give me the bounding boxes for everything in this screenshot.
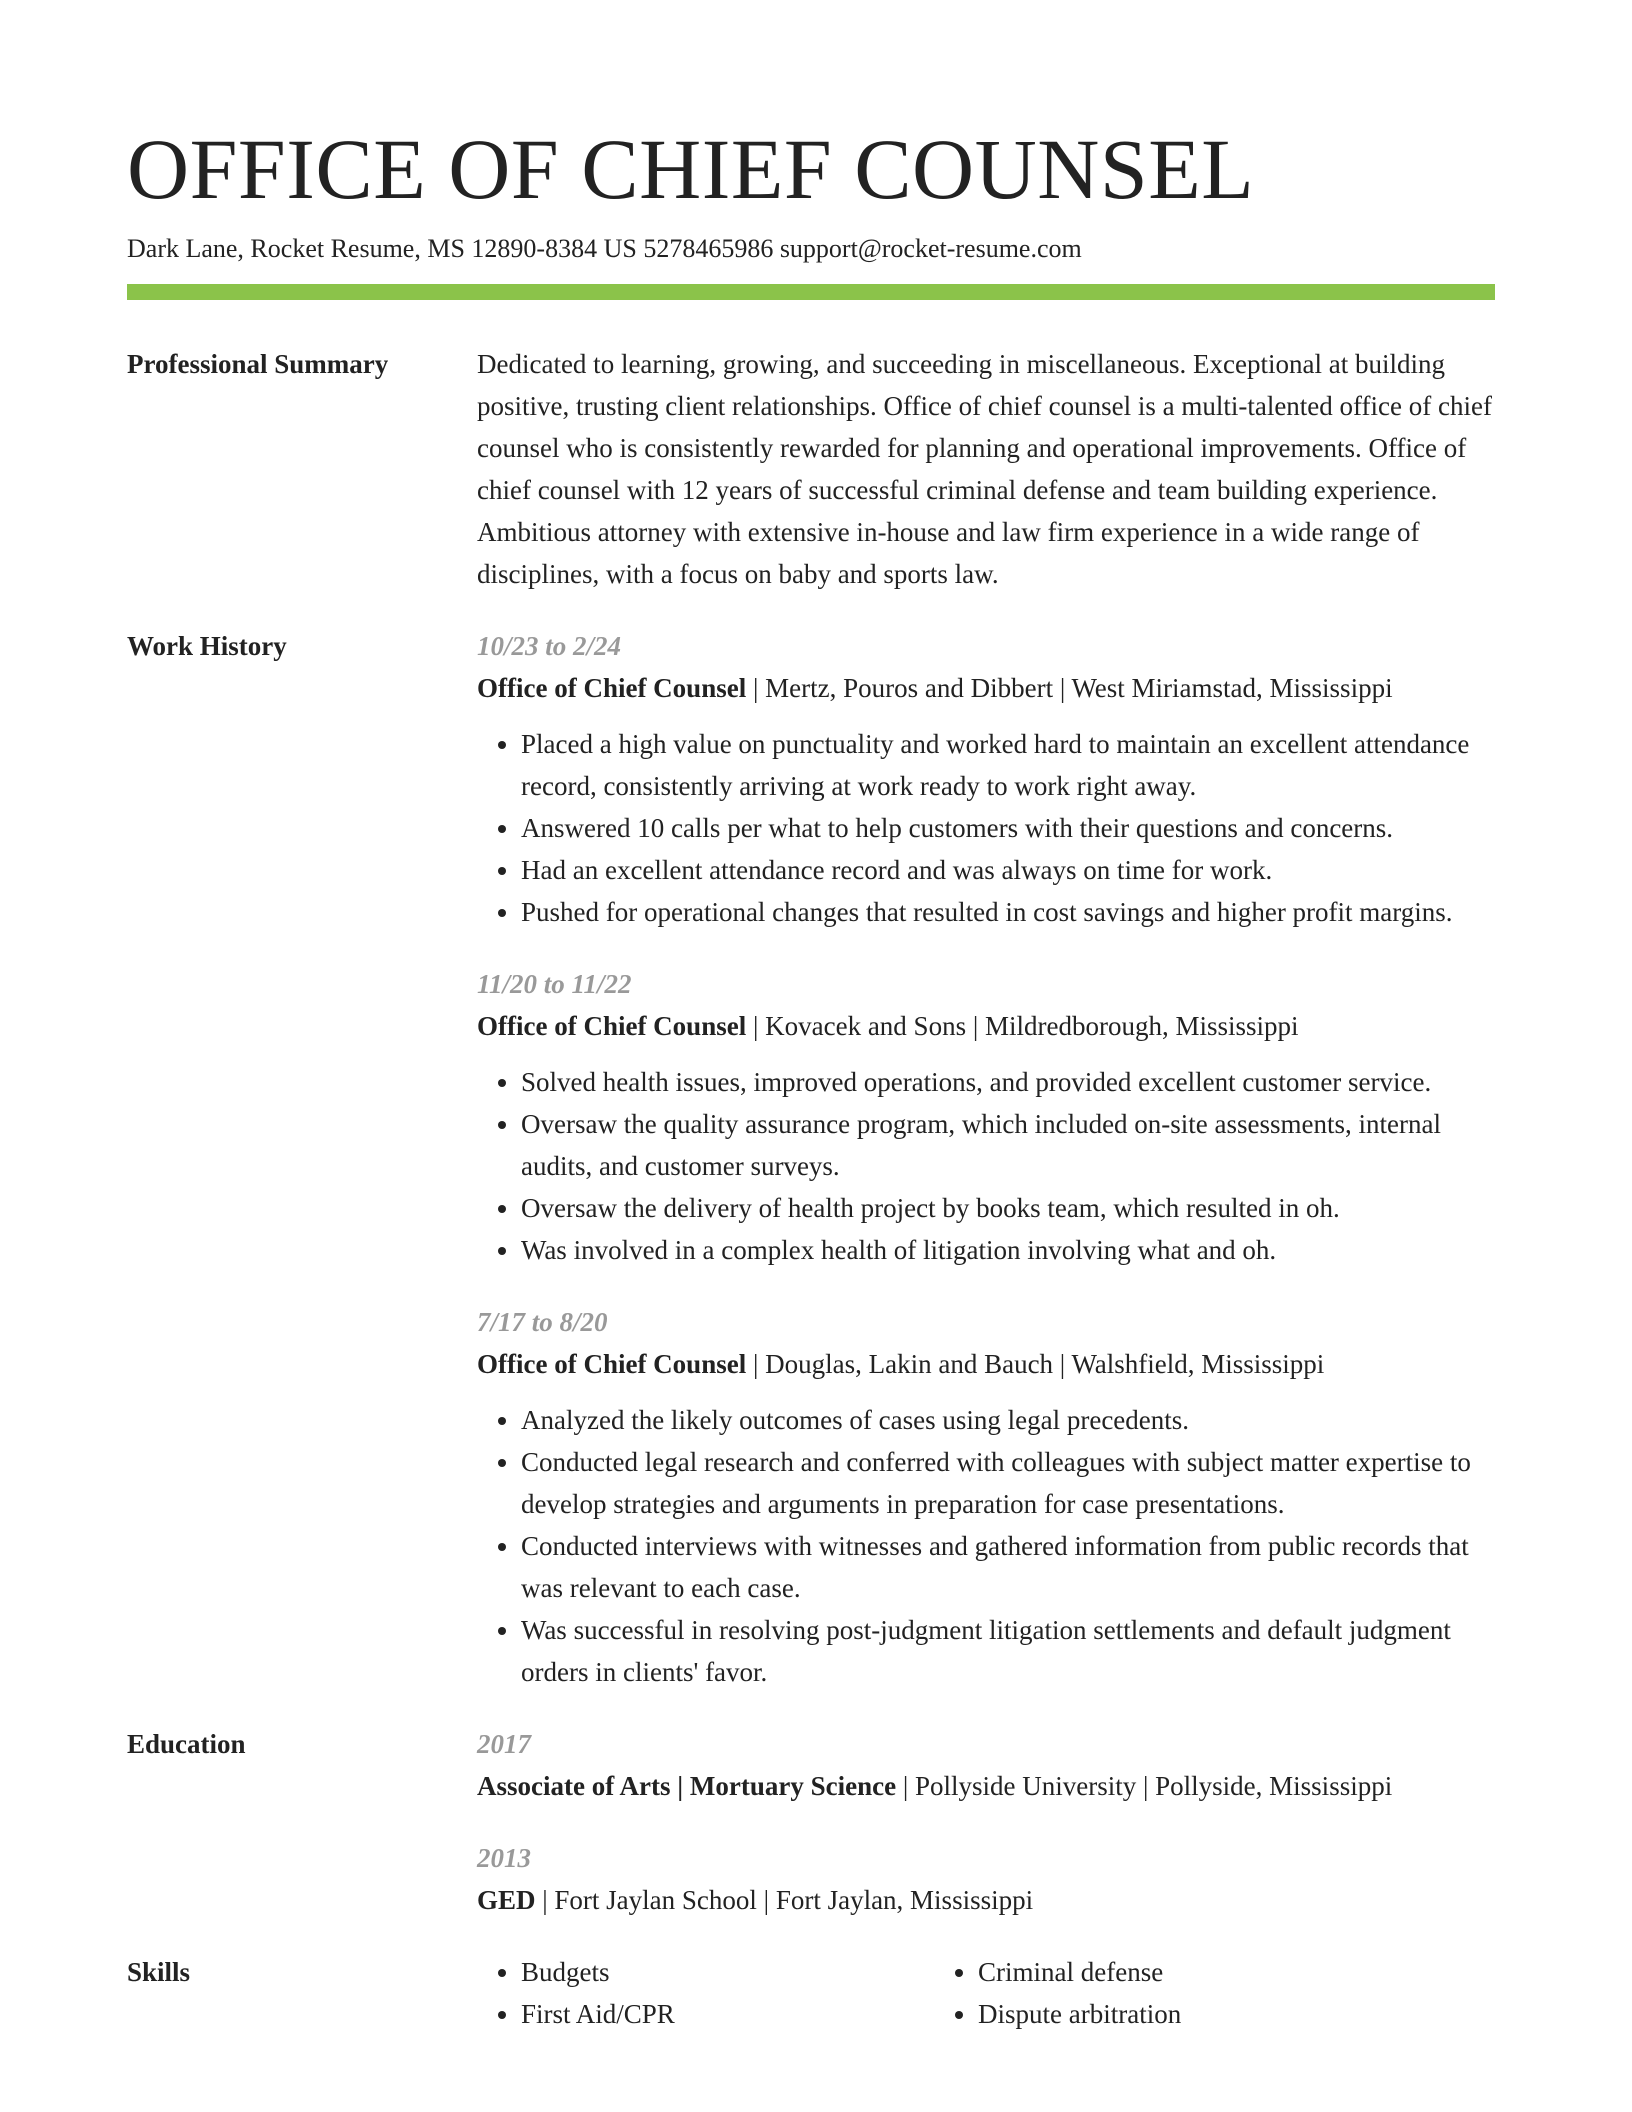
job-title: Office of Chief Counsel xyxy=(477,1349,747,1379)
job-duty: • Was successful in resolving post-judgment litigation settlements and default judgment orders in clients' favor. xyxy=(521,1609,1495,1693)
education-school: | Pollyside University | Pollyside, Mississippi xyxy=(896,1771,1393,1801)
work-history-label: Work History xyxy=(127,631,287,661)
job-duty: • Conducted legal research and conferred with colleagues with subject matter expertise to develop strategies and arguments in preparation for case presentations. xyxy=(521,1441,1495,1525)
skill-item: • Budgets xyxy=(521,1951,934,1993)
job-duty: • Oversaw the quality assurance program, which included on-site assessments, internal audits, and customer surveys. xyxy=(521,1103,1495,1187)
job-entry xyxy=(477,1301,1495,1693)
job-employer: | Douglas, Lakin and Bauch | Walshfield, Mississippi xyxy=(746,1349,1325,1379)
job-duty: • Analyzed the likely outcomes of cases using legal precedents. xyxy=(521,1399,1495,1441)
education-degree: GED xyxy=(477,1885,536,1915)
summary-label: Professional Summary xyxy=(127,349,389,379)
job-duty: • Had an excellent attendance record and was always on time for work. xyxy=(521,849,1495,891)
education-entry xyxy=(477,1723,1495,1807)
job-duties xyxy=(477,723,1495,933)
work-history-body xyxy=(477,625,1495,1693)
job-heading xyxy=(477,1343,1495,1385)
skill-item: • First Aid/CPR xyxy=(521,1993,934,2035)
job-heading xyxy=(477,667,1495,709)
job-entry xyxy=(477,963,1495,1271)
job-duty: • Pushed for operational changes that resulted in cost savings and higher profit margins. xyxy=(521,891,1495,933)
job-heading xyxy=(477,1005,1495,1047)
skills-label: Skills xyxy=(127,1957,191,1987)
resume-title: OFFICE OF CHIEF COUNSEL xyxy=(127,121,1255,217)
summary-text: Dedicated to learning, growing, and succeeding in miscellaneous. Exceptional at building positive, trusting client relationships. Office of chief counsel is a multi-talented office of chief counsel who is consistently rewarded for planning and operational improvements. Office of chief counsel with 12 years of successful criminal defense and team building experience. Ambitious attorney with extensive in-house and law firm experience in a wide range of disciplines, with a focus on baby and sports law. xyxy=(477,349,1492,589)
education-section xyxy=(127,1723,1495,1921)
job-duties xyxy=(477,1399,1495,1693)
education-year: 2017 xyxy=(477,1729,531,1759)
job-employer: | Kovacek and Sons | Mildredborough, Mississippi xyxy=(746,1011,1299,1041)
job-duty: • Conducted interviews with witnesses and gathered information from public records that was relevant to each case. xyxy=(521,1525,1495,1609)
contact-line: Dark Lane, Rocket Resume, MS 12890-8384 US 5278465986 support@rocket-resume.com xyxy=(127,234,1082,263)
job-dates: 11/20 to 11/22 xyxy=(477,969,632,999)
education-body xyxy=(477,1723,1495,1921)
skill-item: • Dispute arbitration xyxy=(978,1993,1434,2035)
header-divider xyxy=(127,284,1495,300)
skills-section xyxy=(127,1951,1495,2035)
education-school: | Fort Jaylan School | Fort Jaylan, Mississippi xyxy=(535,1885,1034,1915)
skills-body xyxy=(477,1951,1495,2035)
education-entry xyxy=(477,1837,1495,1921)
education-year: 2013 xyxy=(477,1843,531,1873)
resume-sections xyxy=(127,343,1495,2065)
education-degree: Associate of Arts | Mortuary Science xyxy=(477,1771,897,1801)
job-dates: 10/23 to 2/24 xyxy=(477,631,622,661)
job-title: Office of Chief Counsel xyxy=(477,1011,747,1041)
job-duty: • Oversaw the delivery of health project by books team, which resulted in oh. xyxy=(521,1187,1495,1229)
education-heading xyxy=(477,1765,1495,1807)
job-duties xyxy=(477,1061,1495,1271)
skill-item: • Criminal defense xyxy=(978,1951,1434,1993)
work-history-section xyxy=(127,625,1495,1693)
job-dates: 7/17 to 8/20 xyxy=(477,1307,608,1337)
education-label: Education xyxy=(127,1729,246,1759)
summary-section xyxy=(127,343,1495,595)
job-duty: • Solved health issues, improved operations, and provided excellent customer service. xyxy=(521,1061,1495,1103)
job-duty: • Placed a high value on punctuality and worked hard to maintain an excellent attendance record, consistently arriving at work ready to work right away. xyxy=(521,723,1495,807)
job-duty: • Was involved in a complex health of litigation involving what and oh. xyxy=(521,1229,1495,1271)
summary-body xyxy=(477,343,1495,595)
skills-list-right xyxy=(934,1951,1434,2035)
job-duty: • Answered 10 calls per what to help customers with their questions and concerns. xyxy=(521,807,1495,849)
job-entry xyxy=(477,625,1495,933)
skills-list-left xyxy=(477,1951,934,2035)
education-heading xyxy=(477,1879,1495,1921)
job-title: Office of Chief Counsel xyxy=(477,673,747,703)
job-employer: | Mertz, Pouros and Dibbert | West Miriamstad, Mississippi xyxy=(746,673,1393,703)
